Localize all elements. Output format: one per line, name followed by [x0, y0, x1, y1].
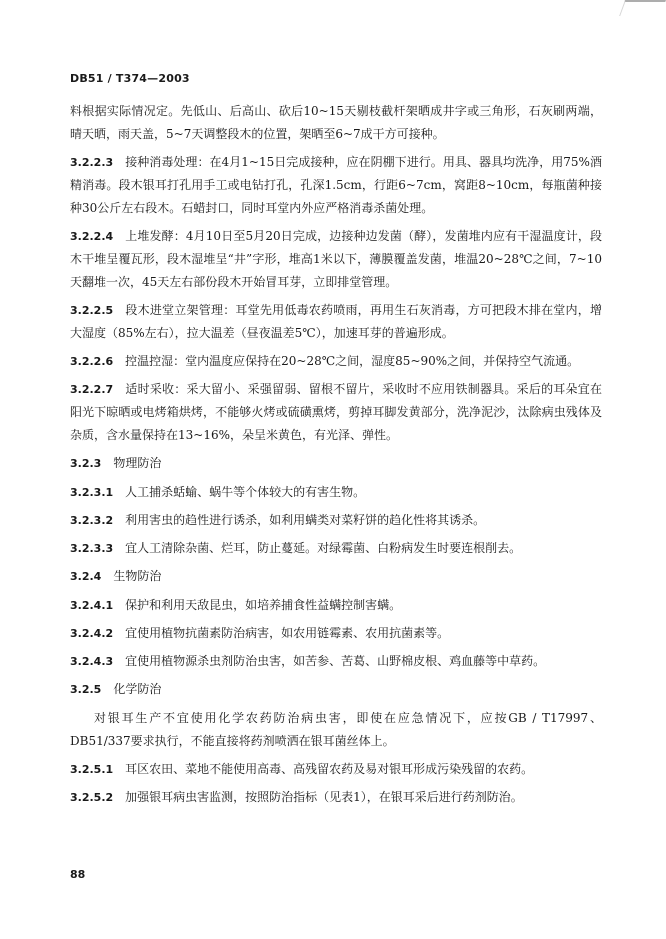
paragraph-continuation: 料根据实际情况定。先低山、后高山、砍后10~15天剔枝截杆架晒成井字或三角形，石灰刷两端，晴天晒，雨天盖，5~7天调整段木的位置，架晒至6~7成干方可接种。 [70, 104, 602, 141]
clause-text: 控温控湿：堂内温度应保持在20~28℃之间，湿度85~90%之间，并保持空气流通。 [125, 354, 580, 368]
clause-3-2-2-7 [70, 378, 602, 447]
clause-3-2-2-4 [70, 225, 602, 294]
clause-text: 耳区农田、菜地不能使用高毒、高残留农药及易对银耳形成污染残留的农药。 [125, 762, 534, 776]
clause-text: 人工捕杀蛞蝓、蜗牛等个体较大的有害生物。 [125, 485, 366, 499]
clause-number: 3.2.5.1 [70, 763, 114, 776]
section-heading-3-2-4 [70, 565, 602, 588]
clause-3-2-3-1 [70, 481, 602, 504]
clause-text: 利用害虫的趋性进行诱杀，如利用螨类对菜籽饼的趋化性将其诱杀。 [125, 513, 486, 527]
clause-number: 3.2.3.1 [70, 486, 114, 499]
clause-number: 3.2.3.2 [70, 514, 114, 527]
section-title: 生物防治 [113, 569, 162, 583]
clause-number: 3.2.2.5 [70, 304, 114, 317]
clause-number: 3.2.4.1 [70, 599, 114, 612]
clause-3-2-4-1 [70, 594, 602, 617]
clause-3-2-3-2 [70, 509, 602, 532]
section-title: 化学防治 [113, 682, 162, 696]
clause-number: 3.2.4.2 [70, 627, 114, 640]
clause-3-2-2-5 [70, 299, 602, 345]
clause-text: 宜使用植物源杀虫剂防治虫害，如苦参、苦葛、山野棉皮根、鸡血藤等中草药。 [125, 654, 546, 668]
clause-number: 3.2.2.7 [70, 383, 114, 396]
clause-number: 3.2.4.3 [70, 655, 114, 668]
clause-3-2-4-2 [70, 622, 602, 645]
clause-number: 3.2.2.4 [70, 230, 114, 243]
clause-3-2-5-2 [70, 786, 602, 809]
clause-text: 接种消毒处理：在4月1~15日完成接种，应在阴棚下进行。用具、器具均洗净，用75%酒精消毒。段木银耳打孔用手工或电钻打孔，孔深1.5cm，行距6~7cm，窝距8~10cm，每瓶菌种接种30公斤左右段木。石蜡封口，同时耳堂内外应严格消毒杀菌处理。 [70, 155, 602, 215]
clause-3-2-2-3 [70, 151, 602, 220]
section-heading-3-2-3 [70, 452, 602, 475]
clause-number: 3.2.3.3 [70, 542, 114, 555]
clause-text: 宜人工清除杂菌、烂耳，防止蔓延。对绿霉菌、白粉病发生时要连根削去。 [125, 541, 522, 555]
page-number: 88 [70, 868, 86, 881]
scan-corner-mark [619, 0, 666, 16]
clause-number: 3.2.5.2 [70, 791, 114, 804]
clause-3-2-2-6 [70, 350, 602, 373]
clause-3-2-3-3 [70, 537, 602, 560]
clause-number: 3.2.2.3 [70, 156, 114, 169]
clause-3-2-4-3 [70, 650, 602, 673]
document-body [70, 100, 602, 814]
section-number: 3.2.5 [70, 683, 102, 696]
clause-text: 段木进堂立架管理：耳堂先用低毒农药喷雨，再用生石灰消毒，方可把段木排在堂内，增大湿度（85%左右），拉大温差（昼夜温差5℃），加速耳芽的普遍形成。 [70, 303, 602, 340]
section-heading-3-2-5 [70, 678, 602, 701]
document-code: DB51 / T374—2003 [70, 72, 190, 85]
section-title: 物理防治 [113, 456, 162, 470]
paragraph-chemical-control-intro: 对银耳生产不宜使用化学农药防治病虫害，即使在应急情况下，应按GB / T17997、DB51/337要求执行，不能直接将药剂喷洒在银耳菌丝体上。 [70, 711, 602, 748]
clause-text: 加强银耳病虫害监测，按照防治指标（见表1），在银耳采后进行药剂防治。 [125, 790, 523, 804]
clause-text: 保护和利用天敌昆虫，如培养捕食性益螨控制害螨。 [125, 598, 402, 612]
clause-number: 3.2.2.6 [70, 355, 114, 368]
clause-text: 上堆发酵：4月10日至5月20日完成，边接种边发菌（酵），发菌堆内应有干湿温度计，段木干堆呈覆瓦形，段木湿堆呈“井”字形，堆高1米以下，薄膜覆盖发菌，堆温20~28℃之间，7~10天翻堆一次，45天左右部份段木开始冒耳芽，立即排堂管理。 [70, 229, 602, 289]
clause-text: 适时采收：采大留小、采强留弱、留根不留片，采收时不应用铁制器具。采后的耳朵宜在阳光下晾晒或电烤箱烘烤，不能够火烤或硫磺熏烤，剪掉耳脚发黄部分，洗净泥沙，汰除病虫残体及杂质，含水量保持在13~16%，朵呈米黄色，有光泽、弹性。 [70, 382, 602, 442]
clause-text: 宜使用植物抗菌素防治病害，如农用链霉素、农用抗菌素等。 [125, 626, 450, 640]
section-number: 3.2.3 [70, 457, 102, 470]
section-number: 3.2.4 [70, 570, 102, 583]
clause-3-2-5-1 [70, 758, 602, 781]
